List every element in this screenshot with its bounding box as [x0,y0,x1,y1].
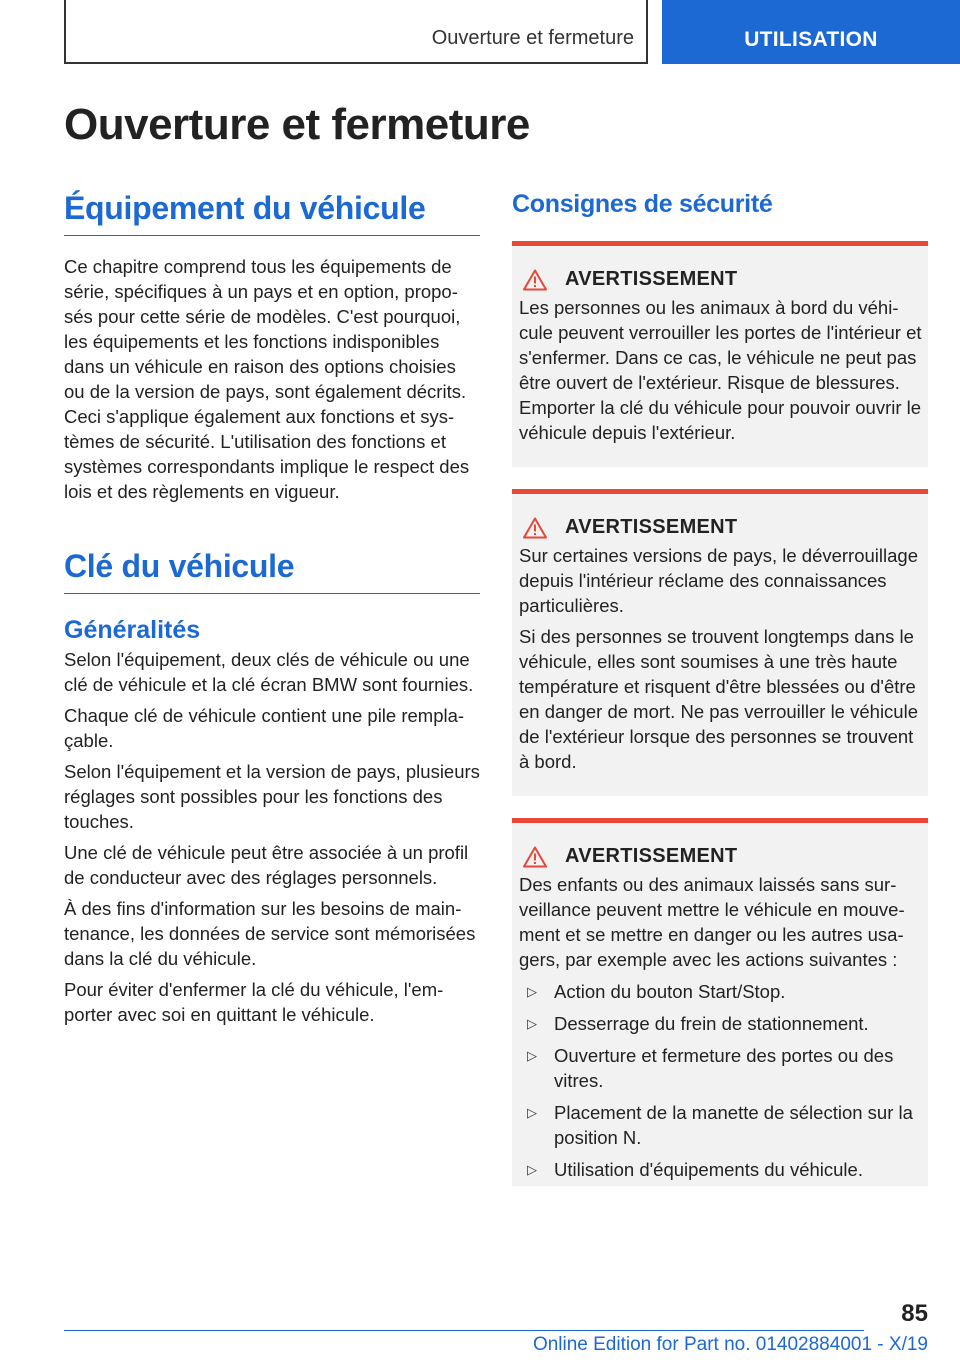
key-paragraph-5: À des fins d'information sur les besoins de maintenance, les données de service sont mémorisées dans la clé du véhicule. [64,898,476,969]
header-section-title: Ouverture et fermeture [431,27,634,49]
header-chapter-label: UTILISATION [744,28,878,51]
list-item-text: Ouverture et fermeture des portes ou des vitres. [554,1045,894,1091]
key-paragraph-2: Chaque clé de véhicule contient une pile remplaçable. [64,705,465,751]
warning-2-text-2: Si des personnes se trouvent longtemps dans le véhicule, elles sont soumises à une très haute température et risquent d'être blessées ou d'être en danger de mort. Ne pas verrouiller le véhicule de l'extérieur lorsque des personnes se trouvent à bord. [519,626,918,772]
triangle-right-icon: ▷ [527,1048,537,1063]
list-item [519,1157,922,1182]
footer-edition: Online Edition for Part no. 01402884001 - X/19 [532,1334,928,1355]
left-column [64,190,480,1027]
footer-divider [64,1330,864,1331]
triangle-right-icon: ▷ [527,1016,537,1031]
warning-triangle-icon [523,517,547,539]
warning-label: AVERTISSEMENT [565,516,738,538]
header-section-box [64,0,648,64]
warning-1-text: Les personnes ou les animaux à bord du véhicule peuvent verrouiller les portes de l'intérieur et s'enfermer. Dans ce cas, le véhicule ne peut pas être ouvert de l'extérieur. Risque de blessures. Emporter la clé du véhicule pour pouvoir ouvrir le véhicule depuis l'extérieur. [519,297,922,443]
warning-2-text-1: Sur certaines versions de pays, le déverrouillage depuis l'intérieur réclame des connaissances particulières. [519,545,918,616]
warning-3-text: Des enfants ou des animaux laissés sans surveillance peuvent mettre le véhicule en mouvement et se mettre en danger ou les autres usagers, par exemple avec les actions suivantes : [519,874,905,970]
key-paragraph-3: Selon l'équipement et la version de pays, plusieurs réglages sont possibles pour les fonctions des touches. [64,761,480,832]
triangle-right-icon: ▷ [527,1105,537,1120]
list-item-text: Action du bouton Start/Stop. [554,981,786,1002]
warning-label: AVERTISSEMENT [565,845,738,867]
triangle-right-icon: ▷ [527,984,537,999]
warning-box-3 [512,818,928,1186]
list-item-text: Utilisation d'équipements du véhicule. [554,1159,863,1180]
actions-list [519,979,922,1182]
page-number: 85 [901,1300,928,1327]
list-item [519,1011,922,1036]
list-item-text: Placement de la manette de sélection sur la position N. [554,1102,913,1148]
list-item [519,1100,922,1150]
page-title: Ouverture et fermeture [64,100,530,149]
warning-label: AVERTISSEMENT [565,268,738,290]
key-paragraph-6: Pour éviter d'enfermer la clé du véhicule, l'emporter avec soi en quittant le véhicule. [64,979,444,1025]
key-paragraph-1: Selon l'équipement, deux clés de véhicule ou une clé de véhicule et la clé écran BMW sont fournies. [64,649,474,695]
generalites-heading: Généralités [64,616,201,644]
warning-box-1 [512,241,928,467]
triangle-right-icon: ▷ [527,1162,537,1177]
list-item [519,1043,922,1093]
equipment-body: Ce chapitre comprend tous les équipements de série, spécifiques à un pays et en option, proposés pour cette série de modèles. C'est pourquoi, les équipements et les fonctions indisponibles dans un véhicule en raison des options choisies ou de la version de pays, sont également décrits. Ceci s'applique également aux fonctions et systèmes de sécurité. L'utilisation des fonctions et systèmes correspondants implique le respect des lois et des règlements en vigueur. [64,256,470,502]
safety-heading: Consignes de sécurité [512,190,773,218]
key-heading: Clé du véhicule [64,548,480,594]
list-item [519,979,922,1004]
header-chapter-tab [662,0,960,64]
key-paragraph-4: Une clé de véhicule peut être associée à un profil de conducteur avec des réglages personnels. [64,842,469,888]
right-column [512,190,928,1186]
warning-triangle-icon [523,269,547,291]
equipment-heading: Équipement du véhicule [64,190,480,236]
list-item-text: Desserrage du frein de stationnement. [554,1013,869,1034]
warning-box-2 [512,489,928,796]
warning-triangle-icon [523,846,547,868]
